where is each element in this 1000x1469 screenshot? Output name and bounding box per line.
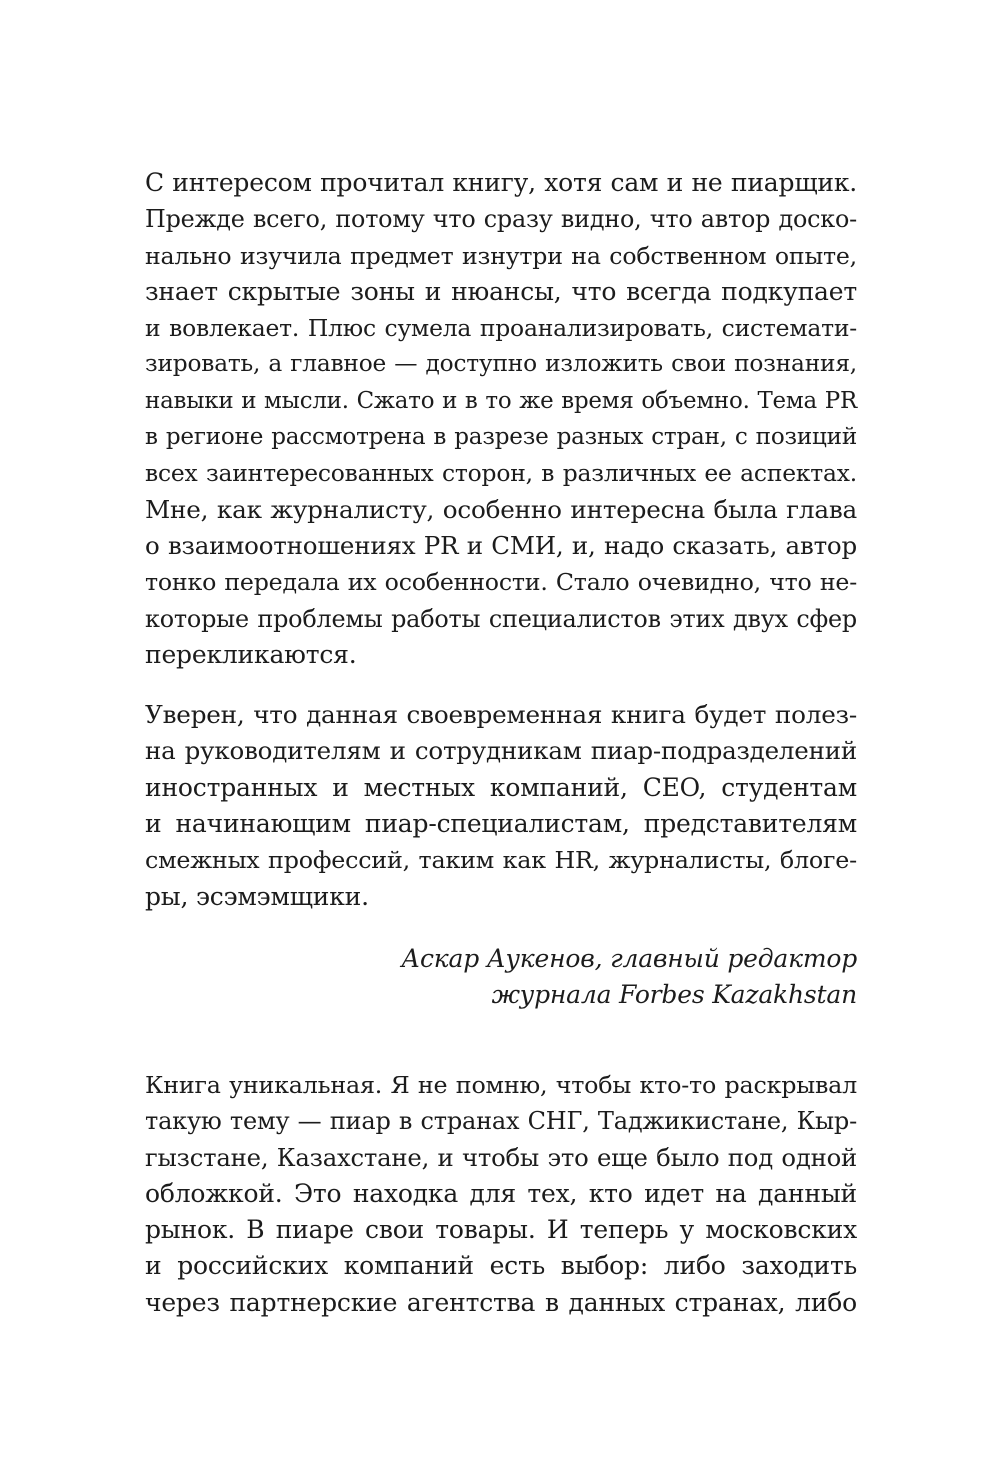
text-line: ры, эсэмэмщики. <box>145 881 369 911</box>
review-2-paragraph-1 <box>145 1067 857 1321</box>
attribution-line: Аскар Аукенов, главный редактор <box>401 943 857 973</box>
review-1-attribution <box>145 941 857 1013</box>
text-line: и вовлекает. Плюс сумела проанализировать, системати- <box>145 314 857 343</box>
book-page <box>145 165 857 1321</box>
review-1-paragraph-1 <box>145 165 857 673</box>
text-line: Мне, как журналисту, особенно интересна была глава <box>145 494 857 524</box>
text-line: Уверен, что данная своевременная книга будет полез- <box>145 700 857 730</box>
text-line: о взаимоотношениях PR и СМИ, и, надо сказать, автор <box>145 530 857 560</box>
text-line: гызстане, Казахстане, и чтобы это еще было под одной <box>145 1142 857 1172</box>
text-line: знает скрытые зоны и нюансы, что всегда подкупает <box>145 276 857 306</box>
text-line: иностранных и местных компаний, CEO, студентам <box>145 772 857 802</box>
text-line: и начинающим пиар-специалистам, представителям <box>145 809 857 839</box>
text-line: зировать, а главное — доступно изложить свои познания, <box>145 350 857 378</box>
text-line: обложкой. Это находка для тех, кто идет на данный <box>145 1178 857 1208</box>
text-line: С интересом прочитал книгу, хотя сам и не пиарщик. <box>145 168 857 197</box>
text-line: всех заинтересованных сторон, в различных ее аспектах. <box>145 459 857 488</box>
text-line: Прежде всего, потому что сразу видно, что автор доско- <box>145 205 857 234</box>
text-line: Книга уникальная. Я не помню, чтобы кто-то раскрывал <box>145 1070 857 1099</box>
text-line: тонко передала их особенности. Стало очевидно, что не- <box>145 568 857 597</box>
text-line: смежных профессий, таким как HR, журналисты, блоге- <box>145 846 857 875</box>
text-line: такую тему — пиар в странах СНГ, Таджикистане, Кыр- <box>145 1107 857 1136</box>
text-line: рынок. В пиаре свои товары. И теперь у московских <box>145 1215 857 1245</box>
text-line: нально изучила предмет изнутри на собственном опыте, <box>145 241 857 270</box>
text-line: в регионе рассмотрена в разрезе разных стран, с позиций <box>145 424 857 451</box>
review-1-paragraph-2 <box>145 697 857 915</box>
attribution-line: журнала Forbes Kazakhstan <box>491 979 857 1009</box>
text-line: которые проблемы работы специалистов этих двух сфер <box>145 604 857 633</box>
text-line: перекликаются. <box>145 639 357 669</box>
text-line: через партнерские агентства в данных странах, либо <box>145 1287 857 1317</box>
text-line: на руководителям и сотрудникам пиар-подразделений <box>145 736 857 766</box>
text-line: навыки и мысли. Сжато и в то же время объемно. Тема PR <box>145 387 857 414</box>
text-line: и российских компаний есть выбор: либо заходить <box>145 1251 857 1281</box>
